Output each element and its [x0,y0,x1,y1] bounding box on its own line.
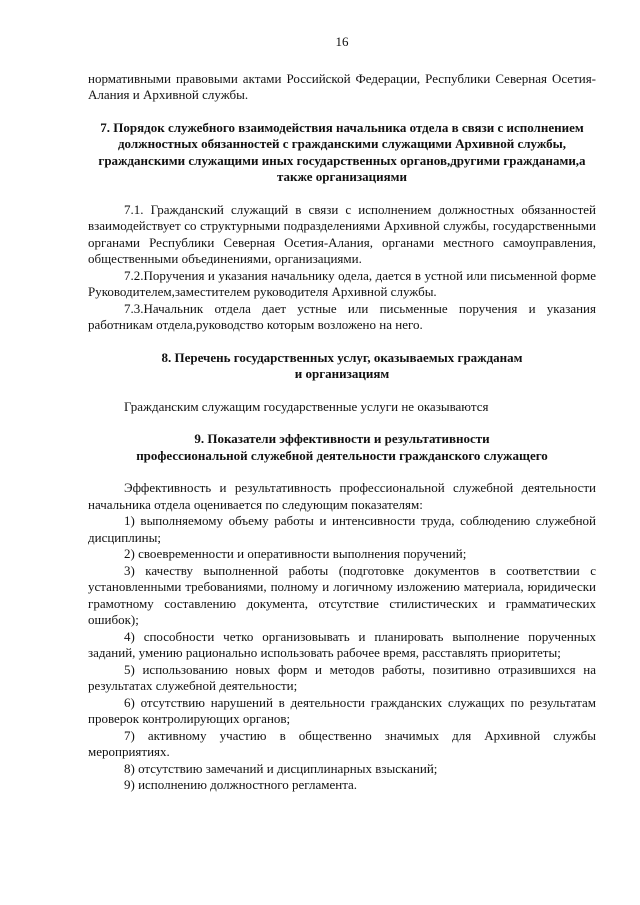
section-7-paragraph-2: 7.2.Поручения и указания начальнику одела, дается в устной или письменной форме Руководителем,заместителем руководителя Архивной службы. [88,267,596,299]
section-7-paragraph-1: 7.1. Гражданский служащий в связи с исполнением должностных обязанностей взаимодействует со структурными подразделениями Архивной службы, государственными органами Республики Северная Осетия-Алания, органами местного самоуправления, общественными объединениями, организациями. [88,201,596,266]
section-7-heading: 7. Порядок служебного взаимодействия начальника отдела в связи с исполнением должностных обязанностей с гражданскими служащими Архивной службы, гражданскими служащими иных государственных органов,другими гражданами,а также организациями [98,119,586,184]
section-9-item-7: 7) активному участию в общественно значимых для Архивной службы мероприятиях. [88,727,596,759]
section-8-heading-line-2: и организациям [294,366,390,381]
section-9-item-5: 5) использованию новых форм и методов работы, позитивно отразившихся на результатах служебной деятельности; [88,661,596,693]
section-9-heading-line-1: 9. Показатели эффективности и результативности [194,431,490,446]
page-number: 16 [335,34,349,49]
section-9-item-9: 9) исполнению должностного регламента. [124,777,358,792]
section-9-intro: Эффективность и результативность профессиональной служебной деятельности начальника отдела оценивается по следующим показателям: [88,480,596,512]
section-9-item-2: 2) своевременности и оперативности выполнения поручений; [124,546,467,561]
intro-paragraph: нормативными правовыми актами Российской Федерации, Республики Северная Осетия-Алания и Архивной службы. [88,70,596,102]
section-9-heading-line-2: профессиональной служебной деятельности гражданского служащего [136,447,548,463]
section-8-heading-line-1: 8. Перечень государственных услуг, оказываемых гражданам [161,349,523,365]
section-7-paragraph-3: 7.3.Начальник отдела дает устные или письменные поручения и указания работникам отдела,руководство которым возложено на него. [88,300,596,332]
section-8-paragraph: Гражданским служащим государственные услуги не оказываются [124,398,489,414]
section-9-item-3: 3) качеству выполненной работы (подготовке документов в соответствии с установленными требованиями, полному и логичному изложению материала, юридически грамотному составлению документа, отсутствие стилистических и грамматических ошибок); [88,562,596,627]
section-9-item-4: 4) способности четко организовывать и планировать выполнение порученных заданий, умению рационально использовать рабочее время, расставлять приоритеты; [88,628,596,660]
section-9-item-8: 8) отсутствию замечаний и дисциплинарных взысканий; [124,760,438,776]
section-9-item-6: 6) отсутствию нарушений в деятельности гражданских служащих по результатам проверок контролирующих органов; [88,694,596,726]
section-9-item-1: 1) выполняемому объему работы и интенсивности труда, соблюдению служебной дисциплины; [88,513,596,545]
